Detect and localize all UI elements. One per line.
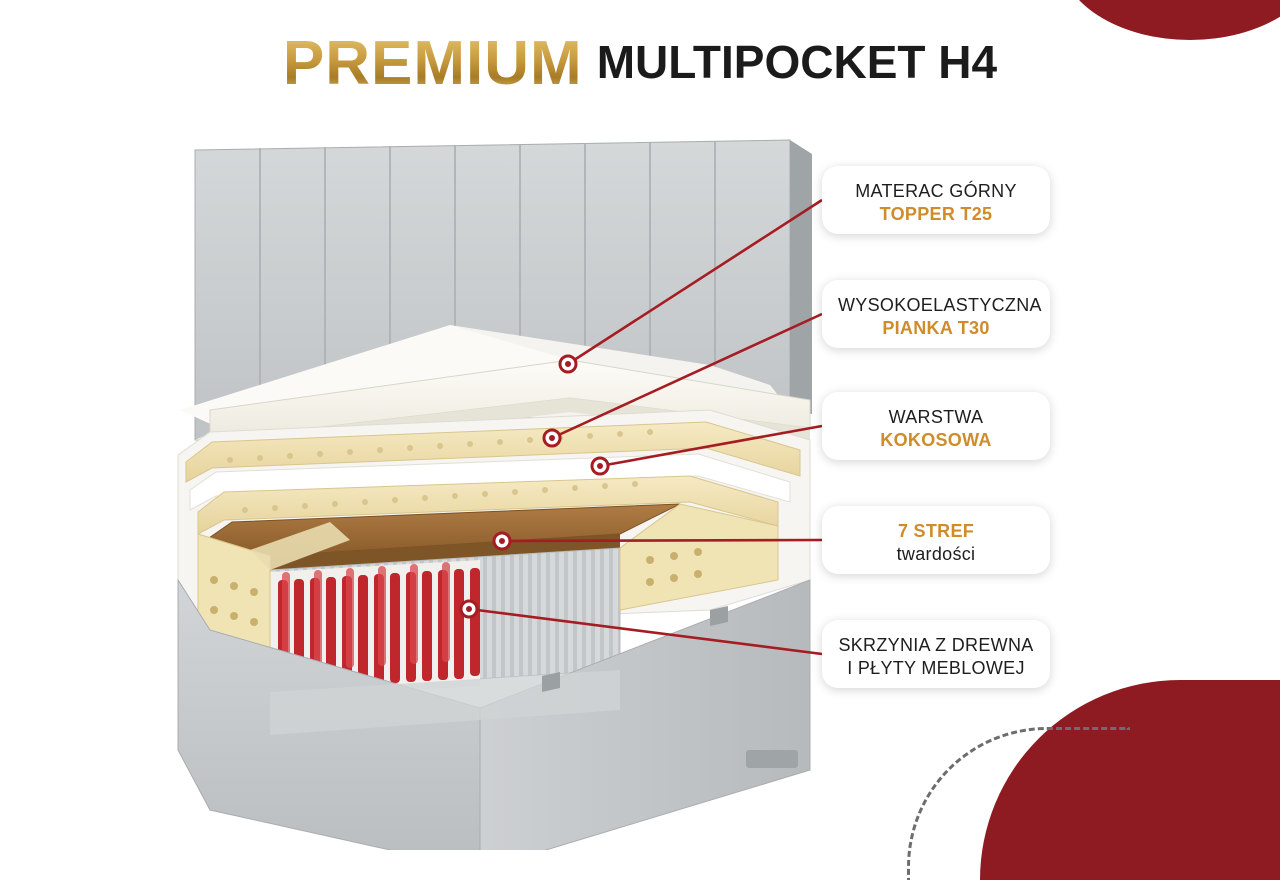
callout-zones (822, 506, 1050, 574)
callout-foam-line2: PIANKA T30 (882, 318, 990, 339)
callout-foam (822, 280, 1050, 348)
title-brand: PREMIUM (282, 29, 583, 98)
page-title (0, 28, 1280, 99)
callout-zones-line1: 7 STREF (897, 521, 975, 541)
callout-topper (822, 166, 1050, 234)
callout-box (822, 620, 1050, 688)
callout-coconut-line1: WARSTWA (888, 407, 984, 427)
callout-topper-line2: TOPPER T25 (879, 204, 993, 225)
decor-dashed-arc (907, 727, 1130, 880)
callout-coconut-line2: KOKOSOWA (880, 430, 992, 451)
callout-foam-line1: WYSOKOELASTYCZNA (838, 295, 1042, 315)
bed-illustration (150, 110, 850, 850)
callout-box-line1: SKRZYNIA Z DREWNA (838, 635, 1034, 655)
callout-box-line2: I PŁYTY MEBLOWEJ (847, 658, 1025, 679)
title-model: MULTIPOCKET H4 (596, 36, 998, 88)
callout-zones-line2: twardości (896, 544, 976, 565)
callout-coconut (822, 392, 1050, 460)
callout-topper-line1: MATERAC GÓRNY (855, 181, 1017, 201)
